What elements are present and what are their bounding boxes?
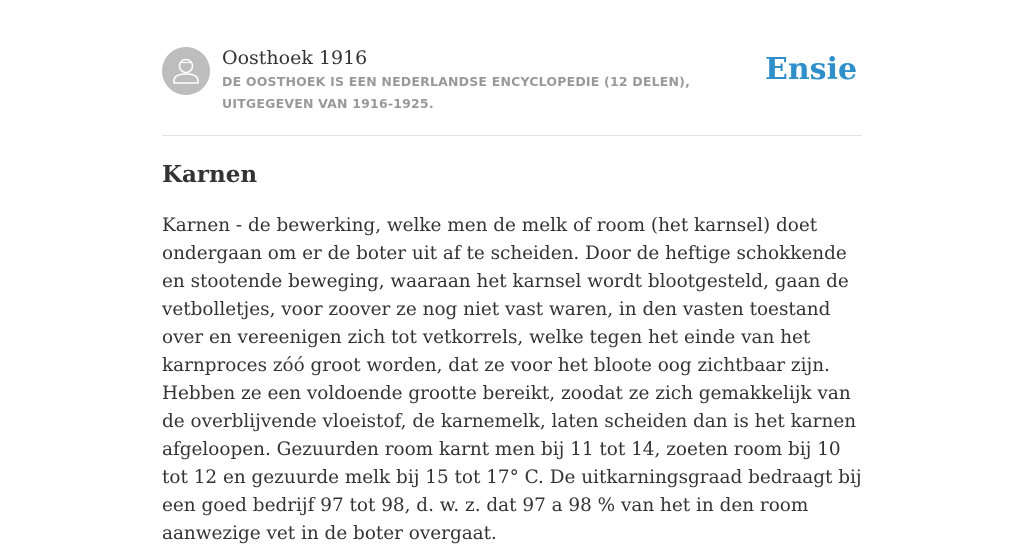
user-silhouette-icon (162, 47, 210, 95)
content-container (162, 0, 862, 544)
source-description: DE OOSTHOEK IS EEN NEDERLANDSE ENCYCLOPEDIE (12 DELEN), UITGEGEVEN VAN 1916-1925. (222, 74, 691, 111)
ensie-logo[interactable]: Ensie (765, 52, 858, 87)
source-header (162, 0, 862, 136)
source-info (222, 45, 762, 115)
entry-title: Karnen (162, 161, 258, 188)
source-avatar[interactable] (162, 47, 210, 95)
source-title[interactable]: Oosthoek 1916 (222, 47, 368, 69)
entry-body: Karnen - de bewerking, welke men de melk of room (het karnsel) doet ondergaan om er de boter uit af te scheiden. Door de heftige schokkende en stootende beweging, waaraan het karnsel wordt blootgesteld, gaan de vetbolletjes, voor zoover ze nog niet vast waren, in den vasten toestand over en vereenigen zich tot vetkorrels, welke tegen het einde van het karnproces zóó groot worden, dat ze voor het bloote oog zichtbaar zijn. Hebben ze een voldoende grootte bereikt, zoodat ze zich gemakkelijk van de overblijvende vloeistof, de karnemelk, laten scheiden dan is het karnen afgeloopen. Gezuurden room karnt men bij 11 tot 14, zoeten room bij 10 tot 12 en gezuurde melk bij 15 tot 17° C. De uitkarningsgraad bedraagt bij een goed bedrijf 97 tot 98, d. w. z. dat 97 a 98 % van het in den room aanwezige vet in de boter overgaat. (162, 215, 862, 544)
